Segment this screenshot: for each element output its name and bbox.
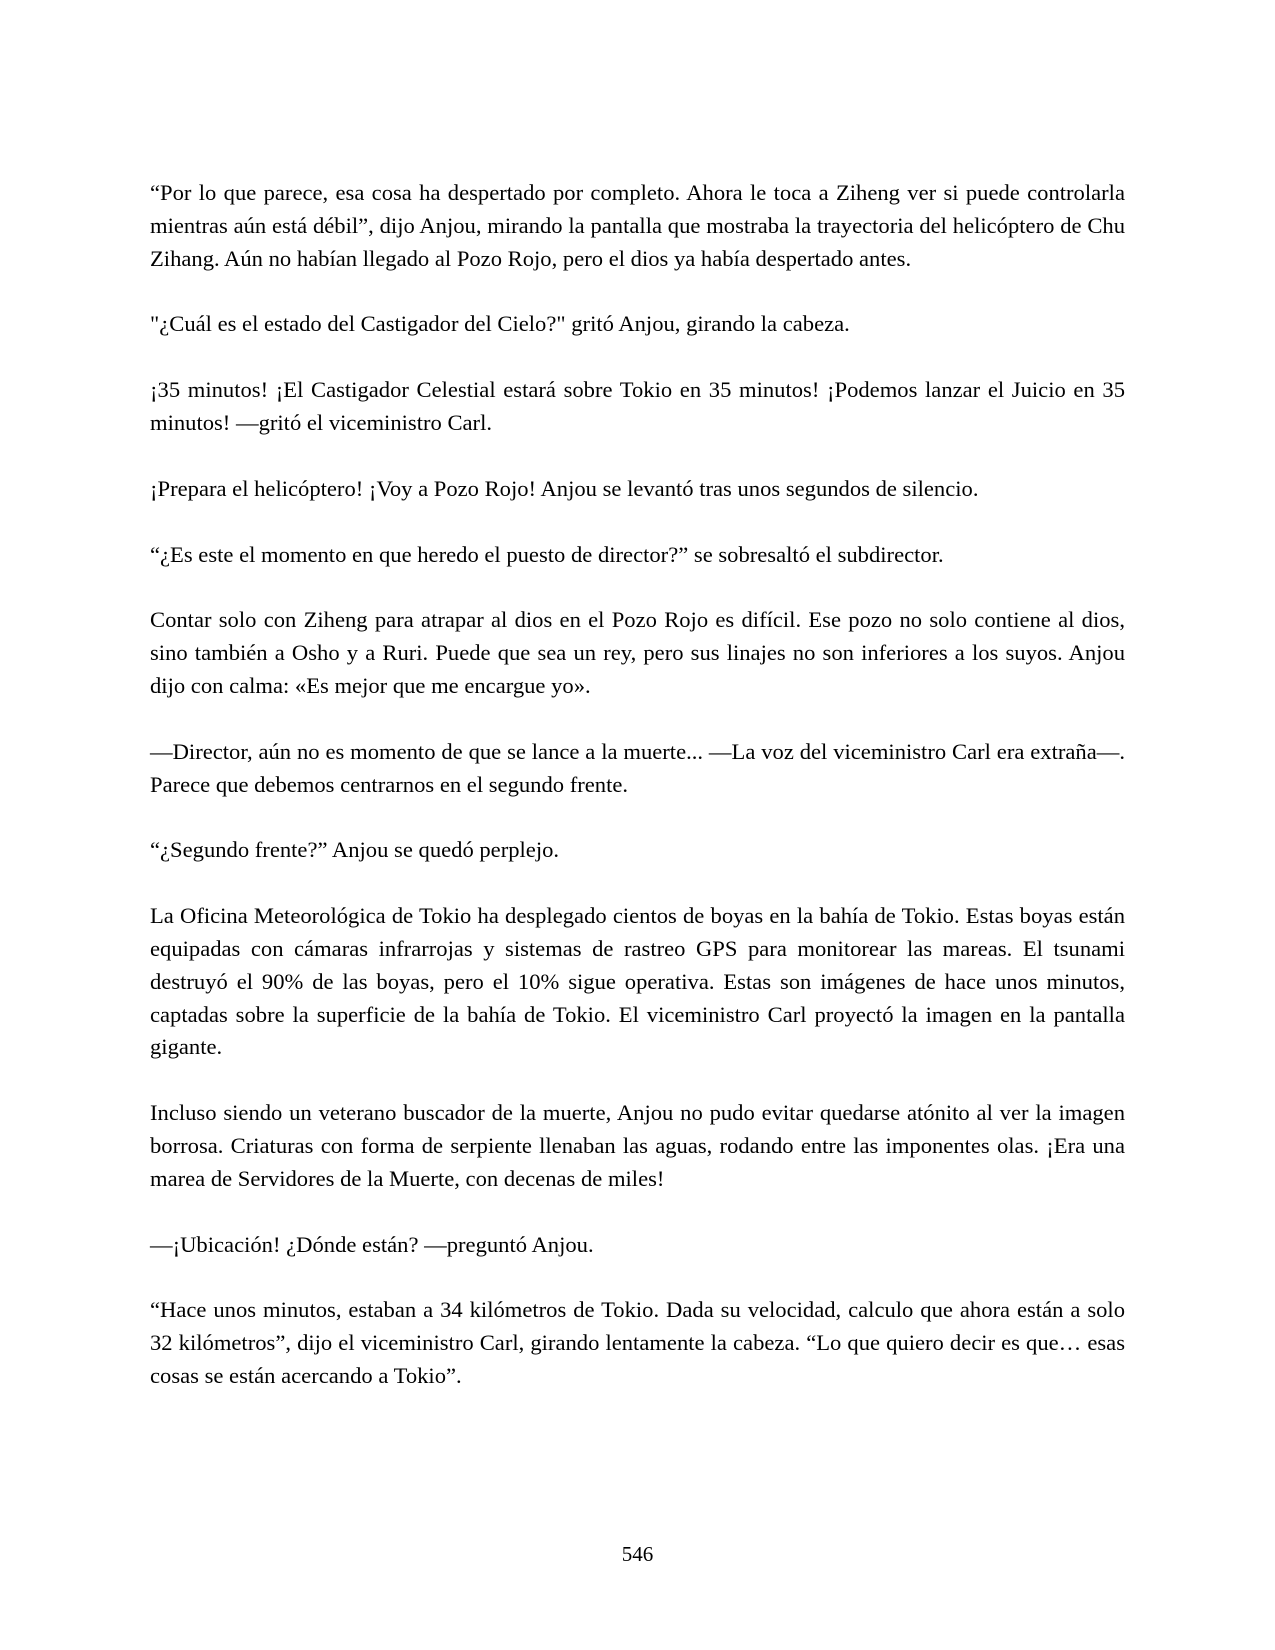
paragraph: Incluso siendo un veterano buscador de la muerte, Anjou no pudo evitar quedarse atónito al ver la imagen borrosa. Criaturas con forma de serpiente llenaban las aguas, rodando entre las imponentes olas. ¡Era una marea de Servidores de la Muerte, con decenas de miles! xyxy=(150,1100,1125,1191)
paragraph: “Hace unos minutos, estaban a 34 kilómetros de Tokio. Dada su velocidad, calculo que ahora están a solo 32 kilómetros”, dijo el viceministro Carl, girando lentamente la cabeza. “Lo que quiero decir es que… esas cosas se están acercando a Tokio”. xyxy=(150,1297,1125,1388)
paragraph: —Director, aún no es momento de que se lance a la muerte... —La voz del viceministro Carl era extraña—. Parece que debemos centrarnos en el segundo frente. xyxy=(150,738,1125,797)
paragraph: La Oficina Meteorológica de Tokio ha desplegado cientos de boyas en la bahía de Tokio. Estas boyas están equipadas con cámaras infrarrojas y sistemas de rastreo GPS para monitorear las mareas. El tsunami destruyó el 90% de las boyas, pero el 10% sigue operativa. Estas son imágenes de hace unos minutos, captadas sobre la superficie de la bahía de Tokio. El viceministro Carl proyectó la imagen en la pantalla gigante. xyxy=(150,903,1125,1060)
paragraph: ¡35 minutos! ¡El Castigador Celestial estará sobre Tokio en 35 minutos! ¡Podemos lanzar el Juicio en 35 minutos! —gritó el viceministro Carl. xyxy=(150,377,1125,435)
paragraph: “Por lo que parece, esa cosa ha despertado por completo. Ahora le toca a Ziheng ver si puede controlarla mientras aún está débil”, dijo Anjou, mirando la pantalla que mostraba la trayectoria del helicóptero de Chu Zihang. Aún no habían llegado al Pozo Rojo, pero el dios ya había despertado antes. xyxy=(150,180,1125,271)
paragraph: Contar solo con Ziheng para atrapar al dios en el Pozo Rojo es difícil. Ese pozo no solo contiene al dios, sino también a Osho y a Ruri. Puede que sea un rey, pero sus linajes no son inferiores a los suyos. Anjou dijo con calma: «Es mejor que me encargue yo». xyxy=(150,607,1125,698)
paragraph: ¡Prepara el helicóptero! ¡Voy a Pozo Rojo! Anjou se levantó tras unos segundos de silencio. xyxy=(150,475,979,501)
paragraph: "¿Cuál es el estado del Castigador del Cielo?" gritó Anjou, girando la cabeza. xyxy=(150,311,850,337)
body-text xyxy=(150,177,1125,1426)
paragraph: “¿Es este el momento en que heredo el puesto de director?” se sobresaltó el subdirector. xyxy=(150,541,944,567)
page-number: 546 xyxy=(621,1542,654,1566)
paragraph: “¿Segundo frente?” Anjou se quedó perplejo. xyxy=(150,837,560,863)
paragraph: —¡Ubicación! ¿Dónde están? —preguntó Anjou. xyxy=(150,1231,594,1257)
